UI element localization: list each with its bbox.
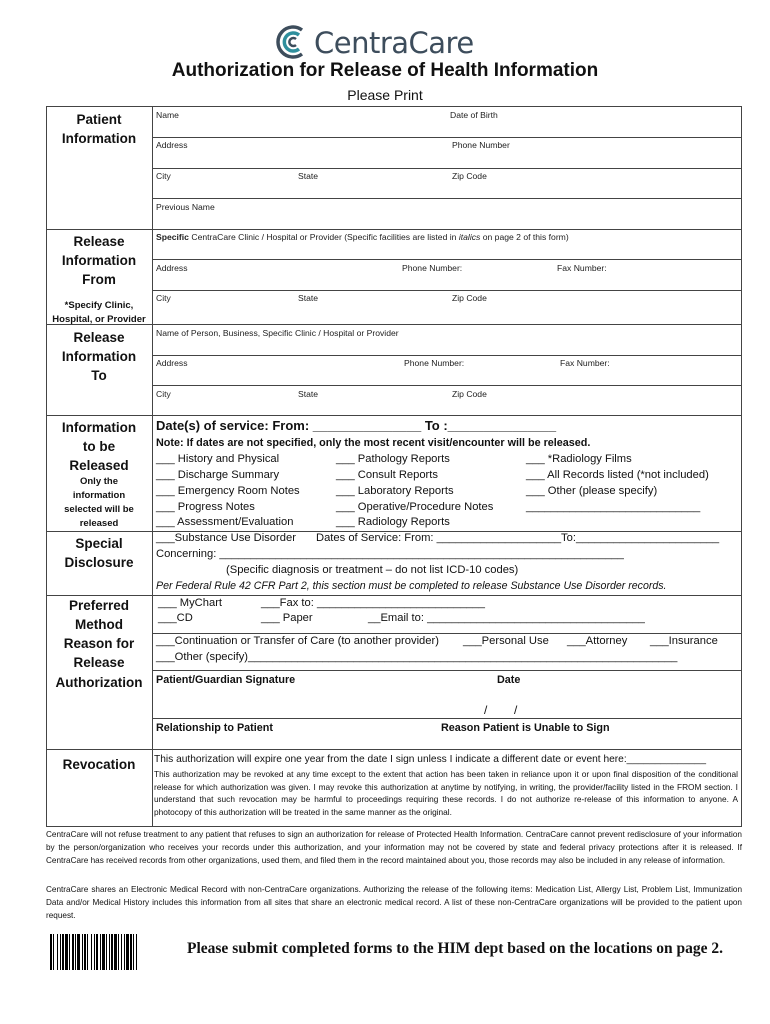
barcode-bar <box>91 934 92 970</box>
section-preferred-method: Preferred Method <box>68 598 130 632</box>
info-only-selected-note: Only the information selected will be released <box>64 476 134 529</box>
check-progress-notes[interactable]: ___ Progress Notes <box>156 501 255 513</box>
barcode-bar <box>109 934 110 970</box>
barcode-bar <box>136 934 137 970</box>
field-previous-name[interactable]: Previous Name <box>156 202 215 212</box>
barcode-bar <box>84 934 86 970</box>
field-city[interactable]: City <box>156 171 171 181</box>
barcode-bar <box>118 934 119 970</box>
barcode-bar <box>75 934 76 970</box>
field-from-state[interactable]: State <box>298 293 319 303</box>
check-operative[interactable]: ___ Operative/Procedure Notes <box>336 501 494 513</box>
method-fax[interactable]: ___Fax to: ___________________________ <box>261 597 485 609</box>
section-release-from: Release Information From <box>61 234 137 287</box>
check-laboratory[interactable]: ___ Laboratory Reports <box>336 485 454 497</box>
reason-continuation[interactable]: ___Continuation or Transfer of Care (to another provider) <box>156 635 439 647</box>
check-discharge-summary[interactable]: ___ Discharge Summary <box>156 469 280 481</box>
from-specify-note: *Specify Clinic, Hospital, or Provider <box>52 300 146 325</box>
field-to-phone[interactable]: Phone Number: <box>404 358 465 368</box>
field-from-zip[interactable]: Zip Code <box>452 293 487 303</box>
barcode-bar <box>65 934 68 970</box>
barcode-bar <box>53 934 54 970</box>
hr <box>46 826 742 827</box>
section-authorization: Authorization <box>55 675 143 690</box>
hr <box>152 259 742 260</box>
barcode <box>50 934 178 970</box>
barcode-bar <box>124 934 125 970</box>
reason-insurance[interactable]: ___Insurance <box>650 635 718 647</box>
field-name[interactable]: Name <box>156 110 179 120</box>
method-email[interactable]: __Email to: ___________________________________ <box>368 612 645 624</box>
federal-rule-note: Per Federal Rule 42 CFR Part 2, this section must be completed to release Substance Use Disorder records. <box>156 580 667 592</box>
section-revocation: Revocation <box>62 757 136 772</box>
check-pathology[interactable]: ___ Pathology Reports <box>336 453 450 465</box>
check-er-notes[interactable]: ___ Emergency Room Notes <box>156 485 300 497</box>
barcode-bar <box>133 934 134 970</box>
date-slashes[interactable]: / / <box>484 703 518 717</box>
method-cd[interactable]: ___CD <box>158 612 193 624</box>
barcode-bar <box>87 934 88 970</box>
check-assessment[interactable]: ___ Assessment/Evaluation <box>156 516 294 528</box>
barcode-bar <box>126 934 129 970</box>
check-all-records[interactable]: ___ All Records listed (*not included) <box>526 469 709 481</box>
signature-label[interactable]: Patient/Guardian Signature <box>156 674 296 686</box>
hr <box>46 415 742 416</box>
field-to-address[interactable]: Address <box>156 358 188 368</box>
hr <box>46 229 742 230</box>
hr <box>46 106 742 107</box>
check-radiology-reports[interactable]: ___ Radiology Reports <box>336 516 450 528</box>
brand-name: CentraCare <box>314 26 474 60</box>
form-title: Authorization for Release of Health Information <box>171 60 599 81</box>
section-release-to: Release Information To <box>61 330 137 383</box>
hr <box>152 290 742 291</box>
barcode-bar <box>121 934 122 970</box>
check-consult[interactable]: ___ Consult Reports <box>336 469 438 481</box>
date-label[interactable]: Date <box>497 674 521 686</box>
barcode-bar <box>62 934 64 970</box>
barcode-bar <box>102 934 105 970</box>
hr <box>152 355 742 356</box>
field-address[interactable]: Address <box>156 140 188 150</box>
concerning-field[interactable]: Concerning: _________________________________________________________________ <box>156 548 624 560</box>
field-date-of-birth[interactable]: Date of Birth <box>450 110 498 120</box>
field-from-address[interactable]: Address <box>156 263 188 273</box>
reason-personal-use[interactable]: ___Personal Use <box>463 635 549 647</box>
barcode-bar <box>96 934 98 970</box>
barcode-bar <box>50 934 52 970</box>
section-special-disclosure: Special Disclosure <box>64 536 134 570</box>
hr <box>152 670 742 671</box>
barcode-bar <box>94 934 95 970</box>
barcode-bar <box>69 934 70 970</box>
field-state[interactable]: State <box>298 171 319 181</box>
field-phone-number[interactable]: Phone Number <box>452 140 510 150</box>
field-to-state[interactable]: State <box>298 389 319 399</box>
footer-emr-note: CentraCare shares an Electronic Medical Record with non-CentraCare organizations. Authorizing the release of the following items: Medication List, Allergy List, Problem List, Immunization Data and/or Medical History includes this information from all sites that share an electronic medical record. A list of these non-CentraCare organizations will be provided to the patient upon request. <box>46 885 742 920</box>
hr <box>152 633 742 634</box>
hr <box>152 137 742 138</box>
concerning-note: (Specific diagnosis or treatment – do not list ICD-10 codes) <box>226 564 519 576</box>
centracare-logo <box>272 22 472 64</box>
section-reason-for-release: Reason for Release <box>63 636 135 670</box>
hr <box>152 198 742 199</box>
barcode-bar <box>100 934 101 970</box>
barcode-bar <box>114 934 117 970</box>
method-mychart[interactable]: ___ MyChart <box>158 597 223 609</box>
hr <box>152 168 742 169</box>
revocation-body: This authorization may be revoked at any time except to the extent that action has been taken in reliance upon it or upon final disposition of the conditional release for which authorization was given. I may revoke this authorization at anytime by notifying, in writing, the provider/facility listed in the FROM section. I understand that such revocation may be harmful to proceedings requiring these records. I do not authorize re-release of this information to anyone. A photocopy of this authorization will be treated in the same manner as the original. <box>154 769 738 817</box>
hr <box>46 749 742 750</box>
form-subtitle: Please Print <box>347 87 423 103</box>
barcode-bar <box>60 934 61 970</box>
barcode-bar <box>111 934 113 970</box>
barcode-bar <box>57 934 58 970</box>
reason-attorney[interactable]: ___Attorney <box>567 635 628 647</box>
barcode-bar <box>106 934 107 970</box>
check-history-physical[interactable]: ___ History and Physical <box>156 453 280 465</box>
footer-disclaimer: CentraCare will not refuse treatment to any patient that refuses to sign an authorization for release of Protected Health Information. CentraCare cannot prevent redisclosure of your information by the person/organization who receives your records under this authorization, and your information may not be covered by state and federal privacy protections after it is released. If CentraCare has received records from other organizations, used them, and filed them in the record maintained about you, those records may also be included in any release of information. <box>46 830 742 865</box>
field-from-fax[interactable]: Fax Number: <box>557 263 607 273</box>
barcode-bar <box>82 934 83 970</box>
field-from-city[interactable]: City <box>156 293 171 303</box>
dates-note: Note: If dates are not specified, only the most recent visit/encounter will be released. <box>156 437 591 449</box>
field-zip-code[interactable]: Zip Code <box>452 171 487 181</box>
unable-to-sign-label[interactable]: Reason Patient is Unable to Sign <box>441 722 610 734</box>
barcode-bar <box>72 934 74 970</box>
submit-instructions: Please submit completed forms to the HIM dept based on the locations on page 2. <box>187 940 724 957</box>
expiration-line[interactable]: This authorization will expire one year from the date I sign unless I indicate a different date or event here:______________ <box>154 754 706 765</box>
hr <box>152 385 742 386</box>
section-patient-information: Patient Information <box>61 112 137 146</box>
barcode-bar <box>77 934 80 970</box>
centracare-logo-icon <box>272 22 312 62</box>
field-to-zip[interactable]: Zip Code <box>452 389 487 399</box>
other-specify-line[interactable]: ____________________________ <box>526 501 701 513</box>
check-other[interactable]: ___ Other (please specify) <box>526 485 658 497</box>
section-info-released: Information to be Released <box>61 420 137 473</box>
method-paper[interactable]: ___ Paper <box>261 612 313 624</box>
hr <box>152 718 742 719</box>
barcode-bar <box>130 934 132 970</box>
dates-of-service[interactable]: Date(s) of service: From: _______________ To :_______________ <box>156 418 557 433</box>
check-substance-use[interactable]: ___Substance Use Disorder <box>156 532 296 544</box>
field-from-phone[interactable]: Phone Number: <box>402 263 463 273</box>
field-to-fax[interactable]: Fax Number: <box>560 358 610 368</box>
field-specific-provider[interactable]: Specific CentraCare Clinic / Hospital or Provider (Specific facilities are listed in italics on page 2 of this form) <box>156 232 569 242</box>
reason-other[interactable]: ___Other (specify)_____________________________________________________________________ <box>156 651 678 663</box>
field-to-name[interactable]: Name of Person, Business, Specific Clinic / Hospital or Provider <box>156 328 399 338</box>
sud-dates-of-service[interactable]: Dates of Service: From: ____________________To:_______________________ <box>316 532 720 544</box>
relationship-label[interactable]: Relationship to Patient <box>156 722 273 734</box>
field-to-city[interactable]: City <box>156 389 171 399</box>
check-radiology-films[interactable]: ___ *Radiology Films <box>526 453 632 465</box>
